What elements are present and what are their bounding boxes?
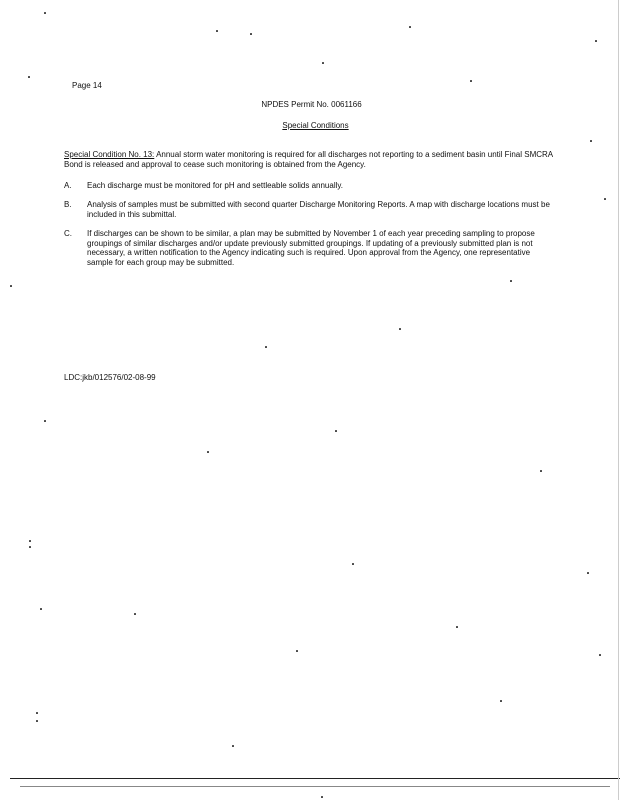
scan-speck	[590, 140, 592, 142]
item-letter-b: B.	[64, 200, 72, 209]
page-number: Page 14	[72, 81, 102, 90]
scan-speck	[207, 451, 209, 453]
scan-speck	[595, 40, 597, 42]
scan-speck	[321, 796, 323, 798]
document-reference: LDC:jkb/012576/02-08-99	[64, 373, 156, 382]
scan-speck	[29, 540, 31, 542]
scan-speck	[36, 720, 38, 722]
scan-speck	[599, 654, 601, 656]
scan-speck	[250, 33, 252, 35]
scan-speck	[322, 62, 324, 64]
scan-speck	[296, 650, 298, 652]
scan-speck	[540, 470, 542, 472]
scan-speck	[352, 563, 354, 565]
scan-speck	[456, 626, 458, 628]
scan-edge-line-secondary	[20, 786, 610, 787]
scan-speck	[510, 280, 512, 282]
item-text-b: Analysis of samples must be submitted with second quarter Discharge Monitoring Reports. A map with discharge locations must be included in this submittal.	[87, 200, 550, 219]
scan-speck	[604, 198, 606, 200]
scan-speck	[335, 430, 337, 432]
item-letter-a: A.	[64, 181, 72, 190]
scan-speck	[265, 346, 267, 348]
special-condition-paragraph	[64, 150, 554, 169]
scan-speck	[470, 80, 472, 82]
scan-speck	[40, 608, 42, 610]
scan-speck	[134, 613, 136, 615]
scan-speck	[399, 328, 401, 330]
scan-speck	[10, 285, 12, 287]
condition-label: Special Condition No. 13:	[64, 150, 155, 159]
scan-speck	[500, 700, 502, 702]
scan-speck	[587, 572, 589, 574]
item-text-c: If discharges can be shown to be similar, a plan may be submitted by November 1 of each year preceding sampling to propose groupings of similar discharges and/or update previously submitted groupings. If updating of a previously submitted plan is not necessary, a written notification to the Agency indicating such is required. Upon approval from the Agency, one representative sample for each group may be submitted.	[87, 229, 535, 267]
condition-text: Annual storm water monitoring is required for all discharges not reporting to a sediment basin until Final SMCRA Bond is released and approval to cease such monitoring is obtained from the Agency.	[64, 150, 553, 169]
scan-speck	[29, 546, 31, 548]
item-text-a: Each discharge must be monitored for pH and settleable solids annually.	[87, 181, 343, 190]
scan-speck	[36, 712, 38, 714]
scan-speck	[28, 76, 30, 78]
section-heading	[0, 121, 623, 131]
scan-edge-line	[10, 778, 620, 779]
permit-title-text: NPDES Permit No. 0061166	[261, 100, 362, 109]
scan-speck	[44, 420, 46, 422]
scan-speck	[44, 12, 46, 14]
item-letter-c: C.	[64, 229, 72, 238]
permit-title	[0, 100, 623, 110]
scan-speck	[232, 745, 234, 747]
scan-right-edge	[618, 0, 619, 800]
scan-speck	[216, 30, 218, 32]
scan-speck	[409, 26, 411, 28]
section-heading-text: Special Conditions	[282, 121, 349, 130]
